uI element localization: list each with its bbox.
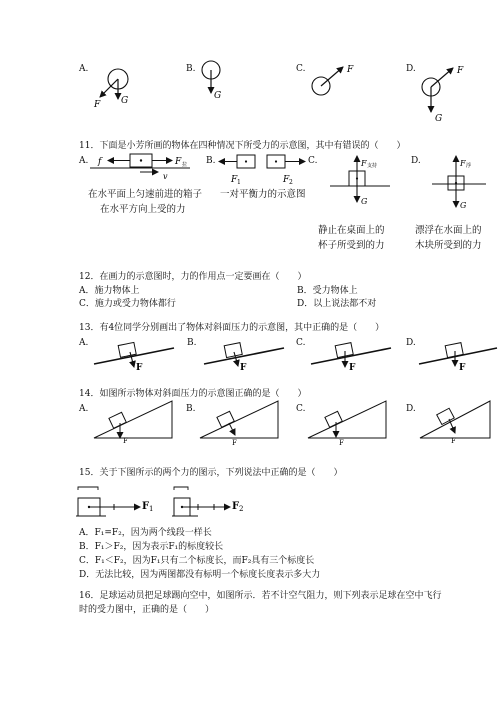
q11-d-G-label: G (460, 201, 467, 210)
q11-option-a[interactable]: A. (79, 156, 89, 166)
q13-option-b[interactable]: B. (187, 338, 197, 348)
q11-option-b[interactable]: B. (206, 156, 216, 166)
q10-figure-d (415, 60, 470, 125)
q16-stem-line-1: 16．足球运动员把足球踢向空中，如图所示．若不计空气阻力，则下列表示足球在空中飞行 (79, 591, 442, 601)
q12-option-d[interactable]: D．以上说法都不对 (297, 299, 377, 309)
q11-a-F-sub: 拉 (182, 162, 188, 168)
q10-d-f-label: F (457, 66, 464, 76)
q11-d-F-label: F (460, 159, 466, 168)
q10-option-a[interactable]: A. (79, 64, 89, 74)
q13-d-f-label: F (459, 363, 466, 373)
q14-option-d[interactable]: D. (406, 404, 416, 414)
q11-option-c[interactable]: C. (308, 156, 318, 166)
q11-b-f1-label: F (231, 175, 238, 185)
q14-option-c[interactable]: C. (296, 404, 306, 414)
q10-a-g-label: G (121, 96, 129, 106)
q10-a-f-label: F (94, 100, 101, 110)
q11-c-F-sub: 支持 (367, 163, 378, 169)
q10-figure-a (85, 60, 145, 110)
q13-option-d[interactable]: D. (406, 338, 416, 348)
q11-a-caption-1: 在水平面上匀速前进的箱子 (88, 189, 203, 200)
q13-c-f-label: F (349, 363, 356, 373)
q13-figure-c (307, 334, 397, 374)
q15-stem: 15．关于下图所示的两个力的图示，下列说法中正确的是（ ） (79, 468, 343, 478)
q15-option-b[interactable]: B．F₁＞F₂，因为表示F₁的标度较长 (79, 542, 224, 552)
q13-stem: 13．有4位同学分别画出了物体对斜面压力的示意图，其中正确的是（ ） (79, 323, 385, 333)
q14-a-f-label: F (123, 437, 128, 445)
q11-b-f1-sub: 1 (237, 179, 241, 186)
q15-f2-label: F (232, 501, 240, 512)
q10-option-b[interactable]: B. (186, 64, 196, 74)
q10-option-c[interactable]: C. (296, 64, 306, 74)
q14-figure-b (198, 397, 288, 447)
q11-figure-c (330, 152, 400, 212)
q15-figure-f1 (76, 484, 166, 520)
q14-option-a[interactable]: A. (79, 404, 89, 414)
q13-figure-a (92, 334, 182, 374)
q11-figure-d (432, 152, 497, 212)
q11-c-G-label: G (361, 197, 368, 206)
q13-figure-b (200, 334, 290, 374)
q15-option-a[interactable]: A．F₁=F₂，因为两个线段一样长 (79, 528, 212, 538)
q15-f2-sub: 2 (239, 505, 244, 513)
q11-d-caption-2: 木块所受到的力 (415, 240, 482, 251)
q14-figure-c (306, 397, 396, 447)
q10-c-f-label: F (347, 65, 354, 75)
q14-stem: 14．如图所示物体对斜面压力的示意图正确的是（ ） (79, 389, 307, 399)
q15-figure-f2 (172, 484, 262, 520)
q11-c-F-label: F (361, 159, 367, 168)
q10-b-g-label: G (214, 91, 222, 101)
q13-figure-d (415, 334, 500, 374)
q11-figure-a (90, 150, 190, 180)
q10-figure-b (195, 60, 235, 105)
q12-option-c[interactable]: C．施力或受力物体都行 (79, 299, 176, 309)
q14-figure-a (92, 397, 182, 447)
q10-figure-c (305, 60, 355, 105)
q11-stem: 11．下面是小芳所画的物体在四种情况下所受力的示意图，其中有错误的（ ） (79, 141, 406, 151)
q15-option-c[interactable]: C．F₁＜F₂，因为F₁只有二个标度长，而F₂具有三个标度长 (79, 556, 315, 566)
q15-f1-sub: 1 (149, 505, 154, 513)
q11-b-f2-sub: 2 (289, 179, 293, 186)
q13-option-c[interactable]: C. (296, 338, 306, 348)
q13-a-f-label: F (136, 363, 143, 373)
q11-a-v-label: v (163, 172, 168, 181)
q11-a-caption-2: 在水平方向上受的力 (100, 204, 186, 215)
q11-option-d[interactable]: D. (411, 156, 421, 166)
q11-a-F-label: F (175, 157, 182, 167)
q15-f1-label: F (142, 501, 150, 512)
q14-c-f-label: F (339, 439, 344, 447)
q10-d-g-label: G (435, 114, 443, 124)
q12-option-b[interactable]: B．受力物体上 (297, 286, 358, 296)
q11-d-caption-1: 漂浮在水面上的 (415, 225, 482, 236)
q11-c-caption-1: 静止在桌面上的 (318, 225, 385, 236)
q11-c-caption-2: 杯子所受到的力 (318, 240, 385, 251)
q10-option-d[interactable]: D. (406, 64, 416, 74)
q16-stem-line-2: 时的受力图中，正确的是（ ） (79, 605, 215, 615)
q12-option-a[interactable]: A．施力物体上 (79, 286, 140, 296)
q12-stem: 12．在画力的示意图时，力的作用点一定要画在（ ） (79, 272, 307, 282)
q11-d-F-sub: 浮 (466, 163, 472, 169)
q15-option-d[interactable]: D．无法比较，因为两图都没有标明一个标度长度表示多大力 (79, 570, 321, 580)
q13-option-a[interactable]: A. (79, 338, 89, 348)
q14-b-f-label: F (232, 439, 237, 447)
q14-option-b[interactable]: B. (186, 404, 196, 414)
q11-figure-b (215, 152, 318, 186)
q11-b-f2-label: F (283, 175, 290, 185)
q13-b-f-label: F (240, 363, 247, 373)
q11-a-f-label: f (98, 157, 102, 167)
q14-d-f-label: F (451, 437, 456, 445)
q11-b-caption: 一对平衡力的示意图 (220, 189, 306, 200)
q14-figure-d (418, 397, 498, 447)
